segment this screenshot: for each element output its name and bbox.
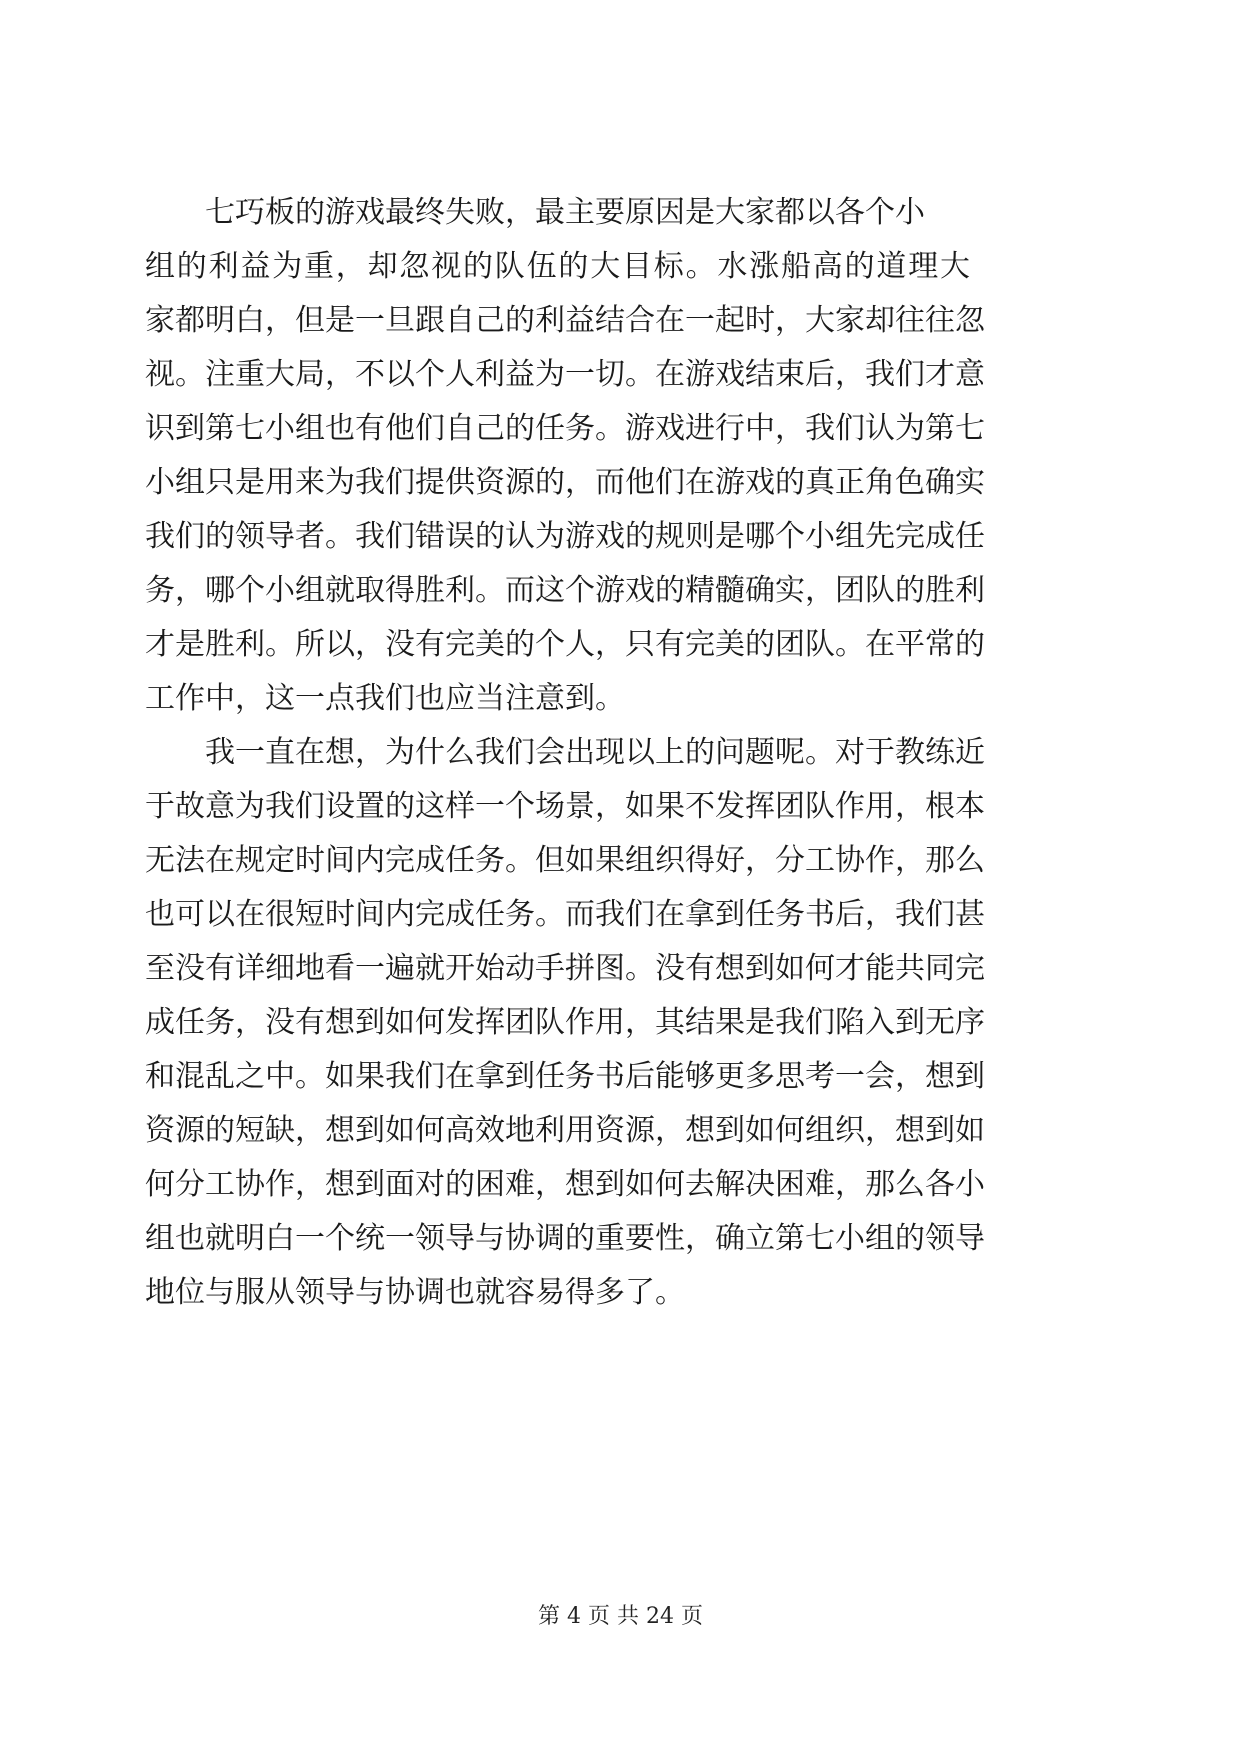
- text-line-content: 至没有详细地看一遍就开始动手拼图。没有想到如何才能共同完: [145, 951, 985, 986]
- text-line-content: 识到第七小组也有他们自己的任务。游戏进行中，我们认为第七: [145, 411, 985, 446]
- text-line-content: 资源的短缺，想到如何高效地利用资源，想到如何组织，想到如: [145, 1113, 985, 1148]
- text-line: [0, 507, 1241, 567]
- text-line: [0, 291, 1241, 351]
- text-line-content: 于故意为我们设置的这样一个场景，如果不发挥团队作用，根本: [145, 789, 985, 824]
- text-line-content: 无法在规定时间内完成任务。但如果组织得好，分工协作，那么: [145, 843, 985, 878]
- text-line-content: 组的利益为重，却忽视的队伍的大目标。水涨船高的道理大: [145, 249, 970, 284]
- text-line-content: 小组只是用来为我们提供资源的，而他们在游戏的真正角色确实: [145, 465, 985, 500]
- text-line: [0, 831, 1241, 891]
- text-line-content: 工作中，这一点我们也应当注意到。: [145, 681, 625, 716]
- text-line: [0, 561, 1241, 621]
- text-line-content: 我们的领导者。我们错误的认为游戏的规则是哪个小组先完成任: [145, 519, 985, 554]
- page-footer: 第 4 页 共 24 页: [538, 1604, 703, 1629]
- text-line-content: 视。注重大局，不以个人利益为一切。在游戏结束后，我们才意: [145, 357, 985, 392]
- text-line-content: 我一直在想，为什么我们会出现以上的问题呢。对于教练近: [205, 735, 985, 770]
- text-line-content: 才是胜利。所以，没有完美的个人，只有完美的团队。在平常的: [145, 627, 985, 662]
- text-line: [0, 993, 1241, 1053]
- text-line: [0, 885, 1241, 945]
- text-line: [0, 1047, 1241, 1107]
- text-line-content: 地位与服从领导与协调也就容易得多了。: [145, 1275, 685, 1310]
- text-line: [0, 1101, 1241, 1161]
- text-line: [0, 939, 1241, 999]
- text-line-content: 七巧板的游戏最终失败，最主要原因是大家都以各个小: [205, 195, 925, 230]
- text-line: [0, 615, 1241, 675]
- text-line: [0, 453, 1241, 513]
- text-line: [0, 237, 1241, 297]
- text-line-content: 和混乱之中。如果我们在拿到任务书后能够更多思考一会，想到: [145, 1059, 985, 1094]
- text-line: [0, 1155, 1241, 1215]
- text-line-content: 也可以在很短时间内完成任务。而我们在拿到任务书后，我们甚: [145, 897, 985, 932]
- text-line: [0, 183, 1241, 243]
- text-line: [0, 1263, 1241, 1323]
- text-line: [0, 345, 1241, 405]
- text-line: [0, 777, 1241, 837]
- text-line: [0, 723, 1241, 783]
- text-line-content: 家都明白，但是一旦跟自己的利益结合在一起时，大家却往往忽: [145, 303, 985, 338]
- text-line: [0, 669, 1241, 729]
- text-line: [0, 1209, 1241, 1269]
- text-line-content: 成任务，没有想到如何发挥团队作用，其结果是我们陷入到无序: [145, 1005, 985, 1040]
- text-line: [0, 399, 1241, 459]
- text-line-content: 务，哪个小组就取得胜利。而这个游戏的精髓确实，团队的胜利: [145, 573, 985, 608]
- text-line-content: 组也就明白一个统一领导与协调的重要性，确立第七小组的领导: [145, 1221, 985, 1256]
- text-line-content: 何分工协作，想到面对的困难，想到如何去解决困难，那么各小: [145, 1167, 985, 1202]
